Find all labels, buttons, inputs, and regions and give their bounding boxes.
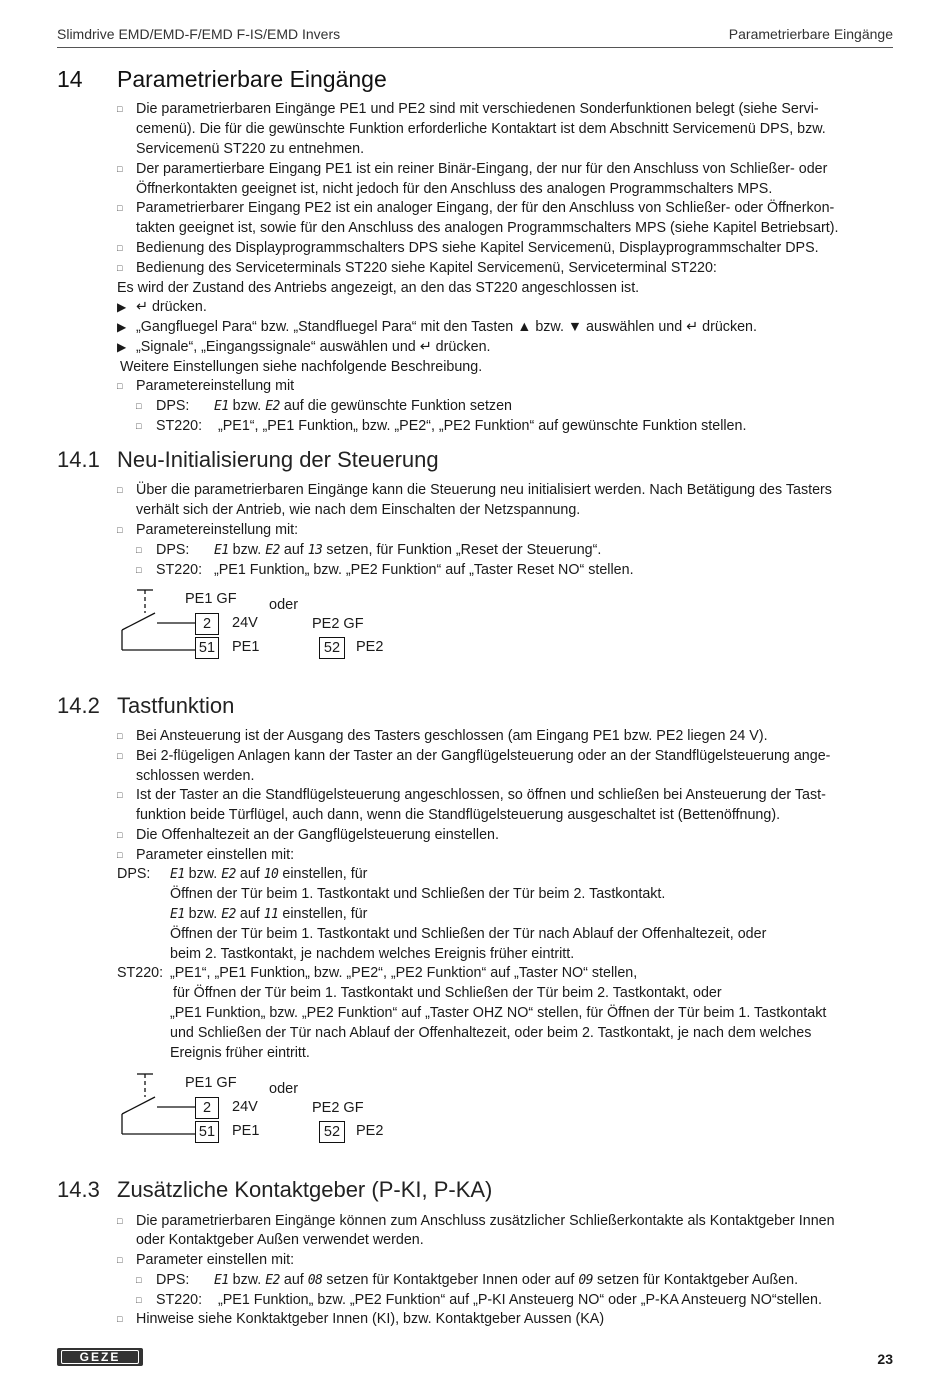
terminal-51: 51 bbox=[195, 637, 219, 659]
label-st220: ST220: bbox=[156, 418, 203, 434]
dps-inline bbox=[214, 541, 601, 561]
text-line: Ereignis früher eintritt. bbox=[170, 1045, 310, 1061]
display-code: E1 bbox=[214, 543, 229, 558]
label-pe1: PE1 bbox=[232, 1123, 260, 1139]
display-code: 09 bbox=[578, 1273, 593, 1288]
bullet-icon: □ bbox=[117, 525, 123, 535]
text-line: Über die parametrierbaren Eingänge kann die Steuerung neu initialisiert werden. Nach Betätigung des Tasters bbox=[136, 482, 832, 498]
terminal-52: 52 bbox=[319, 637, 345, 659]
label-pe1gf: PE1 GF bbox=[185, 1075, 237, 1091]
bullet-icon: □ bbox=[136, 401, 142, 411]
text-fragment: bzw. bbox=[232, 542, 262, 558]
text-line: Bei 2-flügeligen Anlagen kann der Taster an der Gangflügelsteuerung oder an der Standflügelsteuerung ange- bbox=[136, 748, 831, 764]
text-line: und Schließen der Tür nach Ablauf der Offenhaltezeit, oder beim 2. Tastkontakt, je nach dem welches bbox=[170, 1025, 812, 1041]
terminal-51: 51 bbox=[195, 1121, 219, 1143]
label-24v: 24V bbox=[232, 1099, 258, 1115]
text-line: Öffnerkontakten geeignet ist, nicht jedoch für den Anschluss des analogen Programmschalters MPS. bbox=[136, 181, 773, 197]
text-line: takten geeignet ist, sowie für den Anschluss des analogen Programmschalters MPS (siehe Kapitel Betriebsart). bbox=[136, 220, 839, 236]
label-pe2: PE2 bbox=[356, 1123, 384, 1139]
bullet-icon: □ bbox=[117, 164, 123, 174]
display-code: E2 bbox=[265, 399, 280, 414]
label-24v: 24V bbox=[232, 615, 258, 631]
header-divider bbox=[57, 47, 893, 48]
label-st220: ST220: bbox=[156, 562, 203, 578]
display-code: E1 bbox=[170, 907, 185, 922]
bullet-icon: □ bbox=[117, 104, 123, 114]
label-st220: ST220: bbox=[117, 965, 164, 981]
label-pe1gf: PE1 GF bbox=[185, 591, 237, 607]
text-line: Parameter einstellen mit: bbox=[136, 1252, 295, 1268]
display-code: 11 bbox=[263, 907, 279, 922]
display-code: E1 bbox=[214, 1273, 229, 1288]
bullet-icon: □ bbox=[117, 830, 123, 840]
display-code: E1 bbox=[170, 867, 185, 882]
bullet-icon: □ bbox=[136, 1295, 142, 1305]
wiring-diagram bbox=[115, 585, 415, 665]
text-fragment: auf die gewünschte Funktion setzen bbox=[283, 398, 512, 414]
text-line: „PE1 Funktion„ bzw. „PE2 Funktion“ auf „P-KI Ansteuerg NO“ oder „P-KA Ansteuerg NO“stellen. bbox=[218, 1292, 822, 1308]
dps-inline bbox=[214, 397, 512, 417]
bullet-icon: □ bbox=[117, 485, 123, 495]
display-code: E1 bbox=[214, 399, 229, 414]
bullet-icon: □ bbox=[117, 751, 123, 761]
text-line: „PE1“, „PE1 Funktion„ bzw. „PE2“, „PE2 Funktion“ auf „Taster NO“ stellen, bbox=[170, 965, 638, 981]
bullet-icon: □ bbox=[117, 790, 123, 800]
text-line: Bedienung des Serviceterminals ST220 siehe Kapitel Servicemenü, Serviceterminal ST220: bbox=[136, 260, 717, 276]
text-line: Parametereinstellung mit: bbox=[136, 522, 299, 538]
bullet-icon: □ bbox=[136, 1275, 142, 1285]
text-fragment: auf bbox=[239, 906, 260, 922]
terminal-2: 2 bbox=[195, 613, 219, 635]
bullet-icon: □ bbox=[117, 243, 123, 253]
text-line: Öffnen der Tür beim 1. Tastkontakt und Schließen der Tür nach Ablauf der Offenhaltezeit, oder bbox=[170, 926, 767, 942]
section-number: 14 bbox=[57, 66, 83, 92]
text-line: Servicemenü ST220 zu entnehmen. bbox=[136, 141, 365, 157]
section-14-heading bbox=[57, 66, 387, 93]
label-pe1: PE1 bbox=[232, 639, 260, 655]
text-line: Ist der Taster an die Standflügelsteuerung angeschlossen, so öffnen und schließen bei Ansteuerung der Tast- bbox=[136, 787, 826, 803]
section-14-3-heading bbox=[57, 1177, 492, 1203]
text-fragment: bzw. bbox=[188, 866, 218, 882]
label-oder: oder bbox=[269, 1081, 299, 1097]
display-code: 13 bbox=[307, 543, 323, 558]
text-line: Die Offenhaltezeit an der Gangflügelsteuerung einstellen. bbox=[136, 827, 499, 843]
label-dps: DPS: bbox=[156, 398, 190, 414]
text-line: schlossen werden. bbox=[136, 768, 255, 784]
label-pe2: PE2 bbox=[356, 639, 384, 655]
bullet-icon: □ bbox=[117, 731, 123, 741]
text-fragment: auf bbox=[239, 866, 260, 882]
bullet-icon: □ bbox=[117, 1314, 123, 1324]
arrow-icon: ▶ bbox=[117, 300, 127, 314]
dps-inline bbox=[170, 905, 367, 925]
label-pe2gf: PE2 GF bbox=[312, 1100, 364, 1116]
terminal-52: 52 bbox=[319, 1121, 345, 1143]
bullet-icon: □ bbox=[117, 1255, 123, 1265]
arrow-icon: ▶ bbox=[117, 320, 127, 334]
label-dps: DPS: bbox=[117, 866, 151, 882]
text-line: cemenü). Die für die gewünschte Funktion erforderliche Kontaktart ist dem Abschnitt Servicemenü DPS, bzw. bbox=[136, 121, 826, 137]
text-line: Der paramertierbare Eingang PE1 ist ein reiner Binär-Eingang, der nur für den Anschluss von Schließer- oder bbox=[136, 161, 828, 177]
logo-text: GEZE bbox=[61, 1350, 139, 1364]
header-right: Parametrierbare Eingänge bbox=[728, 26, 893, 42]
text-fragment: bzw. bbox=[188, 906, 218, 922]
text-fragment: auf bbox=[283, 542, 304, 558]
bullet-icon: □ bbox=[117, 203, 123, 213]
text-line: „Signale“, „Eingangssignale“ auswählen und ↵ drücken. bbox=[136, 339, 491, 355]
section-14-2-heading bbox=[57, 693, 234, 719]
section-title: Tastfunktion bbox=[117, 693, 235, 718]
text-line: „PE1 Funktion„ bzw. „PE2 Funktion“ auf „Taster OHZ NO“ stellen, für Öffnen der Tür beim 1. Tastkontakt bbox=[170, 1005, 827, 1021]
text-fragment: einstellen, für bbox=[282, 866, 368, 882]
display-code: E2 bbox=[265, 543, 280, 558]
text-line: Parameter einstellen mit: bbox=[136, 847, 295, 863]
text-fragment: einstellen, für bbox=[282, 906, 368, 922]
text-line: Die parametrierbaren Eingänge PE1 und PE2 sind mit verschiedenen Sonderfunktionen belegt (siehe Servi- bbox=[136, 101, 819, 117]
bullet-icon: □ bbox=[136, 421, 142, 431]
terminal-2: 2 bbox=[195, 1097, 219, 1119]
text-line: „PE1“, „PE1 Funktion„ bzw. „PE2“, „PE2 Funktion“ auf gewünschte Funktion stellen. bbox=[218, 418, 747, 434]
text-line: für Öffnen der Tür beim 1. Tastkontakt und Schließen der Tür beim 2. Tastkontakt, oder bbox=[173, 985, 722, 1001]
text-fragment: bzw. bbox=[232, 1272, 262, 1288]
text-fragment: setzen für Kontaktgeber Innen oder auf bbox=[326, 1272, 575, 1288]
arrow-icon: ▶ bbox=[117, 340, 127, 354]
text-line: ↵ drücken. bbox=[136, 299, 207, 315]
label-dps: DPS: bbox=[156, 1272, 190, 1288]
dps-inline bbox=[170, 865, 367, 885]
display-code: 08 bbox=[307, 1273, 323, 1288]
text-fragment: setzen, für Funktion „Reset der Steuerung“. bbox=[326, 542, 602, 558]
label-pe2gf: PE2 GF bbox=[312, 616, 364, 632]
text-line: funktion beide Türflügel, auch dann, wenn die Standflügelsteuerung ausgeschaltet ist (Bettenöffnung). bbox=[136, 807, 781, 823]
text-line: „Gangfluegel Para“ bzw. „Standfluegel Para“ mit den Tasten ▲ bzw. ▼ auswählen und ↵ drücken. bbox=[136, 319, 757, 335]
text-line: Es wird der Zustand des Antriebs angezeigt, an den das ST220 angeschlossen ist. bbox=[117, 280, 640, 296]
header-left: Slimdrive EMD/EMD-F/EMD F-IS/EMD Invers bbox=[57, 26, 341, 42]
geze-logo bbox=[57, 1348, 143, 1366]
bullet-icon: □ bbox=[136, 565, 142, 575]
text-line: „PE1 Funktion„ bzw. „PE2 Funktion“ auf „Taster Reset NO“ stellen. bbox=[214, 562, 634, 578]
text-line: Hinweise siehe Konktaktgeber Innen (KI), bzw. Kontaktgeber Aussen (KA) bbox=[136, 1311, 605, 1327]
section-number: 14.1 bbox=[57, 447, 100, 472]
section-title: Zusätzliche Kontaktgeber (P-KI, P-KA) bbox=[117, 1177, 493, 1202]
bullet-icon: □ bbox=[117, 1216, 123, 1226]
display-code: 10 bbox=[263, 867, 279, 882]
section-number: 14.2 bbox=[57, 693, 100, 718]
text-line: Die parametrierbaren Eingänge können zum Anschluss zusätzlicher Schließerkontakte als Kontaktgeber Innen bbox=[136, 1213, 835, 1229]
text-fragment: setzen für Kontaktgeber Außen. bbox=[596, 1272, 799, 1288]
display-code: E2 bbox=[221, 867, 236, 882]
text-line: oder Kontaktgeber Außen verwendet werden. bbox=[136, 1232, 424, 1248]
bullet-icon: □ bbox=[117, 381, 123, 391]
text-line: Öffnen der Tür beim 1. Tastkontakt und Schließen der Tür beim 2. Tastkontakt. bbox=[170, 886, 666, 902]
display-code: E2 bbox=[221, 907, 236, 922]
display-code: E2 bbox=[265, 1273, 280, 1288]
text-line: Bei Ansteuerung ist der Ausgang des Tasters geschlossen (am Eingang PE1 bzw. PE2 liegen 24 V). bbox=[136, 728, 768, 744]
section-number: 14.3 bbox=[57, 1177, 100, 1202]
dps-inline bbox=[214, 1271, 798, 1291]
section-14-1-heading bbox=[57, 447, 439, 473]
bullet-icon: □ bbox=[136, 545, 142, 555]
text-fragment: bzw. bbox=[232, 398, 262, 414]
page-number: 23 bbox=[877, 1351, 893, 1367]
label-st220: ST220: bbox=[156, 1292, 203, 1308]
text-line: beim 2. Tastkontakt, je nachdem welches Ereignis früher eintritt. bbox=[170, 946, 575, 962]
label-oder: oder bbox=[269, 597, 299, 613]
text-line: Parametrierbarer Eingang PE2 ist ein analoger Eingang, der für den Anschluss von Schließer- oder Öffnerkon- bbox=[136, 200, 835, 216]
text-line: Weitere Einstellungen siehe nachfolgende Beschreibung. bbox=[120, 359, 483, 375]
label-dps: DPS: bbox=[156, 542, 190, 558]
section-title: Parametrierbare Eingänge bbox=[117, 66, 387, 92]
text-line: Bedienung des Displayprogrammschalters DPS siehe Kapitel Servicemenü, Displayprogrammschalter DPS. bbox=[136, 240, 819, 256]
text-line: Parametereinstellung mit bbox=[136, 378, 295, 394]
wiring-diagram bbox=[115, 1069, 415, 1149]
text-line: verhält sich der Antrieb, wie nach dem Einschalten der Netzspannung. bbox=[136, 502, 581, 518]
bullet-icon: □ bbox=[117, 850, 123, 860]
section-title: Neu-Initialisierung der Steuerung bbox=[117, 447, 439, 472]
text-fragment: auf bbox=[283, 1272, 304, 1288]
bullet-icon: □ bbox=[117, 263, 123, 273]
